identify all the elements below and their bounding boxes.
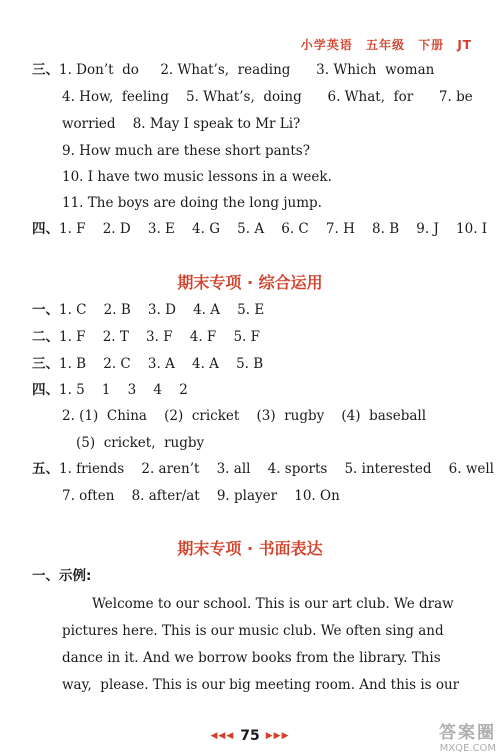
b-q1-answers: 1. C 2. B 3. D 4. A 5. E xyxy=(59,302,265,318)
watermark-line-1: 答案圈 xyxy=(439,723,496,743)
watermark-line-2: MXQE.COM xyxy=(439,743,496,754)
b-q4-line-1 xyxy=(32,384,188,398)
b-q4-line-2 xyxy=(62,410,426,424)
section-title-comprehensive: 期末专项 · 综合运用 xyxy=(177,273,323,292)
c-paragraph-text-1: Welcome to our school. This is our art club. We draw xyxy=(92,596,454,612)
b-q1-label: 一、 xyxy=(32,302,59,318)
b-q3-label: 三、 xyxy=(32,356,59,372)
c-paragraph-text-2: pictures here. This is our music club. We often sing and xyxy=(62,623,444,639)
q3-text-5: 10. I have two music lessons in a week. xyxy=(62,169,332,185)
q3-text-2: 4. How, feeling 5. What’s, doing 6. What, for 7. be xyxy=(62,89,473,105)
c-paragraph-line-3 xyxy=(62,652,441,666)
q3-label: 三、 xyxy=(32,62,59,78)
q3-text-1: 1. Don’t do 2. What’s, reading 3. Which woman xyxy=(59,62,435,78)
c-paragraph-line-1 xyxy=(92,598,454,612)
left-arrows-icon: ◀◀◀ xyxy=(210,731,235,741)
right-arrows-icon: ▶▶▶ xyxy=(265,731,290,741)
b-q5-label: 五、 xyxy=(32,461,59,477)
b-q5-line-2 xyxy=(62,490,340,504)
header-grade: 五年级 xyxy=(365,38,405,52)
b-q2-line xyxy=(32,331,260,345)
q3-line-3 xyxy=(62,118,300,132)
b-q5-line-1 xyxy=(32,463,494,477)
q3-line-4 xyxy=(62,145,310,159)
q4-line xyxy=(32,223,487,237)
watermark-logo xyxy=(439,718,496,754)
b-q4-text-2: 2. (1) China (2) cricket (3) rugby (4) baseball xyxy=(62,408,427,424)
c-q1-example: 示例: xyxy=(59,568,92,584)
b-q3-line xyxy=(32,358,263,372)
c-q1-label: 一、 xyxy=(32,568,59,584)
b-q4-label: 四、 xyxy=(32,382,59,398)
q3-line-1 xyxy=(32,64,434,78)
q3-line-5 xyxy=(62,171,332,185)
header-term: 下册 xyxy=(418,38,445,52)
q4-answers: 1. F 2. D 3. E 4. G 5. A 6. C 7. H 8. B 9. J 10. I xyxy=(59,221,488,237)
q4-label: 四、 xyxy=(32,221,59,237)
q3-text-6: 11. The boys are doing the long jump. xyxy=(62,195,322,211)
b-q4-line-3 xyxy=(76,437,204,451)
b-q2-answers: 1. F 2. T 3. F 4. F 5. F xyxy=(59,329,260,345)
c-paragraph-text-4: way, please. This is our big meeting room. And this is our xyxy=(62,677,460,693)
page-footer xyxy=(0,728,500,744)
c-paragraph-line-4 xyxy=(62,679,459,693)
c-paragraph-text-3: dance in it. And we borrow books from the library. This xyxy=(62,650,441,666)
header-edition: JT xyxy=(457,38,472,52)
page-header xyxy=(293,36,472,53)
q3-text-3: worried 8. May I speak to Mr Li? xyxy=(62,116,301,132)
b-q4-text-1: 1. 5 1 3 4 2 xyxy=(59,382,188,398)
b-q3-answers: 1. B 2. C 3. A 4. A 5. B xyxy=(59,356,264,372)
b-q1-line xyxy=(32,304,264,318)
section-title-writing: 期末专项 · 书面表达 xyxy=(177,539,323,558)
page-number: 75 xyxy=(240,728,260,744)
q3-line-6 xyxy=(62,197,322,211)
b-q4-text-3: (5) cricket, rugby xyxy=(76,435,205,451)
c-q1-line xyxy=(32,570,91,584)
b-q5-text-1: 1. friends 2. aren’t 3. all 4. sports 5. interested 6. well xyxy=(59,461,494,477)
q3-line-2 xyxy=(62,91,473,105)
b-q2-label: 二、 xyxy=(32,329,59,345)
b-q5-text-2: 7. often 8. after/at 9. player 10. On xyxy=(62,488,340,504)
header-subject: 小学英语 xyxy=(300,38,353,52)
q3-text-4: 9. How much are these short pants? xyxy=(62,143,310,159)
c-paragraph-line-2 xyxy=(62,625,444,639)
